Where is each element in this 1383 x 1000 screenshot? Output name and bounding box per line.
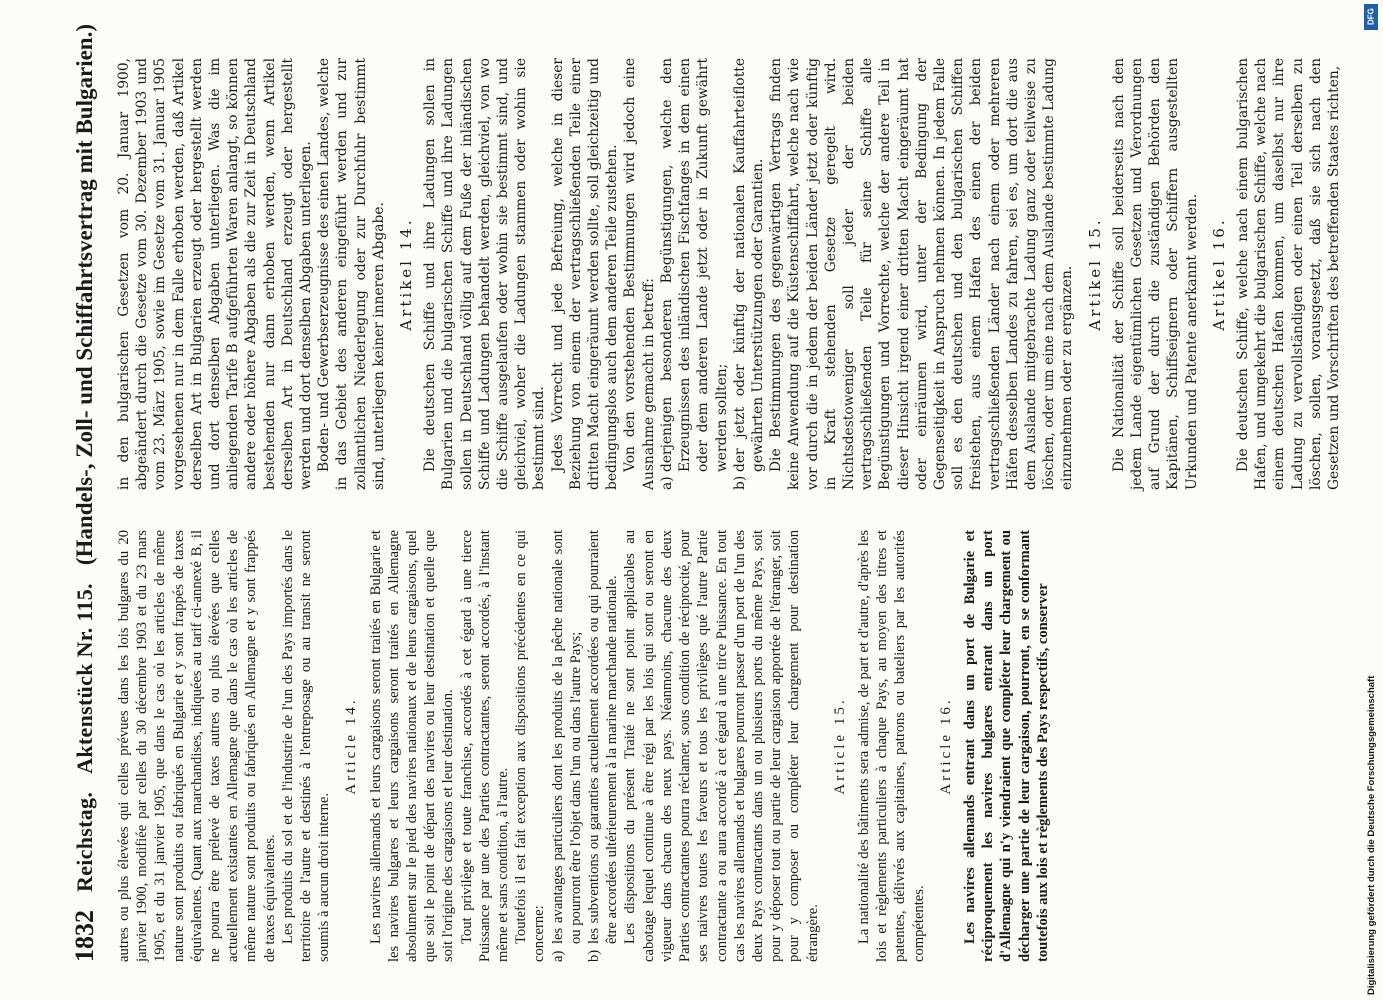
list-label: a): [549, 950, 566, 962]
paragraph: Les navires allemands et leurs cargaisons seront traités en Bulgarie et les navires bulgares et leurs cargaisons seront traités en Allemagne absolument sur le pied des navires nationaux et de leurs cargaisons, quel que soit le point de départ des navires ou leur destination et quelle que soit l'origine des cargaisons et leur destination.: [367, 530, 457, 962]
list-text: der jetzt oder künftig der nationalen Kauffahrteiflotte gewährten Unterstützungen oder Garantien.: [731, 58, 766, 472]
chamber-label: Reichstag.: [72, 791, 97, 892]
list-label: a): [658, 476, 675, 490]
list-label: b): [731, 475, 748, 490]
paragraph: Les produits du sol et de l'industrie de l'un des Pays importés dans le territoire de l'autre et destinés à l'entreposage ou au transit ne seront soumis à aucun droit interne.: [279, 530, 333, 962]
list-text: les avantages particuliers dont les produits de la pêche nationale sont ou pourront être l'objet dans l'un ou dans l'autre Pays;: [549, 530, 584, 944]
article-heading: Article 15.: [831, 697, 848, 795]
paragraph: Von den vorstehenden Bestimmungen wird jedoch eine Ausnahme gemacht in betreff:: [622, 58, 657, 490]
list-item: [549, 530, 585, 962]
credit-text: Digitalisierung gefördert durch die Deutsche Forschungsgemeinschaft: [1366, 675, 1377, 995]
digitization-credit: [1364, 0, 1380, 1000]
paragraph: Die deutschen Schiffe, welche nach einem bulgarischen Hafen, und umgekehrt die bulgarischen Schiffe, welche nach einem deutschen Hafen kommen, um daselbst nur ihre Ladung zu vervollständigen oder einen Teil derselben zu löschen, sollen, vorausgesetzt, daß sie sich nach den Gesetzen und Vorschriften des betreffenden Staates richten,: [1234, 58, 1342, 490]
article-heading: Artikel 16.: [1209, 217, 1228, 331]
list-label: b): [586, 949, 603, 962]
list-item: [585, 530, 621, 962]
page-header: [60, 24, 110, 962]
list-item: [658, 58, 731, 490]
dfg-logo: DFG: [1364, 4, 1378, 30]
page-number: 1832: [70, 910, 99, 962]
paragraph: Boden- und Gewerbserzeugnisse des einen Landes, welche in das Gebiet des anderen eingeführt werden und zur zollamtlichen Niederlegung oder zur Durchfuhr bestimmt sind, unterliegen keiner inneren Abgabe.: [316, 58, 387, 490]
german-column: [115, 58, 1343, 490]
paragraph: Die Bestimmungen des gegenwärtigen Vertrags finden keine Anwendung auf die Küstenschiffahrt, welche nach wie vor durch die in jedem der beiden Länder jetzt oder künftig in Kraft stehenden Gesetze geregelt wird. Nichtsdestoweniger soll jeder der beiden vertragschließenden Teile für seine Schiffe alle Begünstigungen und Vorrechte, welche der andere Teil in dieser Hinsicht irgend einer dritten Macht eingeräumt hat oder einräumen wird, unter der Bedingung der Gegenseitigkeit in Anspruch nehmen können. In jedem Falle soll es den deutschen und den bulgarischen Schiffen freistehen, aus einem Hafen des einen der beiden vertragschließenden Länder nach einem oder mehreren Häfen desselben Landes zu fahren, sei es, um dort die aus dem Auslande mitgebrachte Ladung ganz oder teilweise zu löschen, oder um eine nach dem Auslande bestimmte Ladung einzunehmen oder zu ergänzen.: [768, 58, 1076, 490]
document-number: Aktenstück Nr. 115.: [72, 583, 97, 774]
french-column: [115, 530, 1052, 962]
article-heading: Article 14.: [343, 697, 360, 795]
paragraph: Jedes Vorrecht und jede Befreiung, welche in dieser Beziehung von einem der vertragschließenden Teile einer dritten Macht eingeräumt werden sollte, soll gleichzeitig und bedingungslos auch dem anderen Teile zustehen.: [549, 58, 621, 490]
paragraph: autres ou plus élevées qui celles prévues dans les lois bulgares du 20 janvier 1900, modifiée par celles du 30 décembre 1903 et du 23 mars 1905, et du 31 janvier 1905, que dans le cas où les articles de même nature sont produits ou fabriqués en Bulgarie et y sont frappés de taxes équivalentes. Quant aux marchandises, indiquées au tarif ci-annexé B, il ne pourra être prélevé de taxes autres ou plus élevées que celles actuellement existantes en Allemagne que dans le cas où les articles de même nature sont produits ou fabriqués en Allemagne et y sont frappés de taxes équivalentes.: [116, 530, 278, 962]
paragraph: La nationalité des bâtiments sera admise, de part et d'autre, d'après les lois et règlements particuliers à chaque Pays, au moyen des titres et patentes, délivrés aux capitaines, patrons ou bateliers par les autorités compétentes.: [855, 530, 927, 962]
list-text: les subventions ou garanties actuellement accordées ou qui pourraient être accordées ultérieurement à la marine marchande nationale.: [586, 530, 621, 944]
list-text: derjenigen besonderen Begünstigungen, welche den Erzeugnissen des inländischen Fischfanges in dem einen oder dem anderen Lande jetzt oder in Zukunft gewährt werden sollten;: [658, 58, 730, 472]
paragraph: in den bulgarischen Gesetzen vom 20. Januar 1900, abgeändert durch die Gesetze vom 30. Dezember 1903 und vom 23. März 1905, sowie im Gesetze vom 31. Januar 1905 vorgesehenen nur in dem Falle erhoben werden, daß Artikel derselben Art in Bulgarien erzeugt oder hergestellt werden und dort denselben Abgaben unterliegen. Was die im anliegenden Tarife B aufgeführten Waren anlangt, so können andere oder höhere Abgaben als die zur Zeit in Deutschland bestehenden nur dann erhoben werden, wenn Artikel derselben Art in Deutschland erzeugt oder hergestellt werden und dort denselben Abgaben unterliegen.: [116, 58, 315, 490]
paragraph: Toutefois il est fait exception aux dispositions précédentes en ce qui concerne:: [513, 530, 548, 962]
paragraph: Les dispositions du présent Traité ne sont point applicables au cabotage lequel continue à être régi par les lois qui sont ou seront en vigueur dans chacun des neux pays. Néanmoins, chacune des deux Parties contractantes pourra réclamer, sous condition de réciprocité, pour ses naivres toutes les faveurs et tous les privilèges qué l'autre Partie contractante a ou aura accordé à cet égard à une tirce Puissance. En tout cas les navires allemands et bulgares pourront passer d'un port de l'un des deux Pays contractants dans un ou plusieurs ports du même Pays, soit pour y déposer tout ou partie de leur cargaison apportée de l'étranger, soit pour y composer ou compléter leur chargement pour destination étrangère.: [622, 530, 821, 962]
list-item: [731, 58, 767, 490]
paragraph: Die deutschen Schiffe und ihre Ladungen sollen in Bulgarien und die bulgarischen Schiffe und ihre Ladungen sollen in Deutschland völlig auf dem Fuße der inländischen Schiffe und Ladungen behandelt werden, gleichviel, von wo die Schiffe ausgelaufen oder wohin sie bestimmt sind, und gleichviel, woher die Ladungen stammen oder wohin sie bestimmt sind.: [422, 58, 548, 490]
paragraph: Tout privilège et toute franchise, accordés à cet égard à une tierce Puissance par une des Parties contractantes, seront accordés, à l'instant même et sans condition, à l'autre.: [458, 530, 512, 962]
paragraph: Die Nationalität der Schiffe soll beiderseits nach den jedem Lande eigentümlichen Gesetzen und Verordnungen auf Grund der durch die zuständigen Behörden den Kapitänen, Schiffseignern oder Schiffern ausgestellten Urkunden und Patente anerkannt werden.: [1110, 58, 1200, 490]
paragraph: Les navires allemands entrant dans un port de Bulgarie et réciproquement les navires bulgares entrant dans un port d'Allemagne qui n'y viendraient que compléter leur chargement ou décharger une partie de leur cargaison, pourront, en se conformant toutefois aux lois et règlements des Pays respectifs, conserver: [961, 530, 1051, 962]
article-heading: Article 16.: [937, 697, 954, 795]
article-heading: Artikel 15.: [1085, 217, 1104, 331]
document-title: (Handels-, Zoll- und Schiffahrtsvertrag mit Bulgarien.): [72, 24, 97, 566]
article-heading: Artikel 14.: [397, 217, 416, 331]
